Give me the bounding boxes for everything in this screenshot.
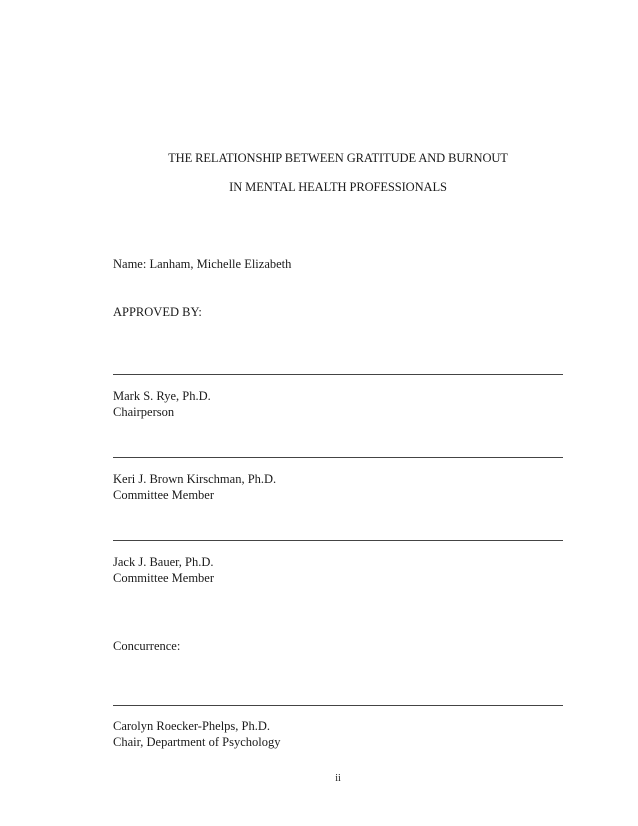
signatory-name: Carolyn Roecker-Phelps, Ph.D. [113,719,271,733]
signature-line [113,457,563,458]
signature-block [113,471,276,503]
approved-by-heading: APPROVED BY: [113,305,202,319]
concurrence-heading: Concurrence: [113,639,181,653]
page-number: ii [335,773,341,784]
signatory-role: Chairperson [113,405,175,419]
signature-block [113,554,214,586]
signature-block [113,718,281,750]
signatory-name: Mark S. Rye, Ph.D. [113,389,211,403]
signature-line [113,540,563,541]
signatory-role: Committee Member [113,571,215,585]
signatory-name: Keri J. Brown Kirschman, Ph.D. [113,472,277,486]
signatory-role: Committee Member [113,488,215,502]
thesis-title-line-1: THE RELATIONSHIP BETWEEN GRATITUDE AND BURNOUT [168,151,508,165]
signature-line [113,705,563,706]
signatory-role: Chair, Department of Psychology [113,735,281,749]
signature-line [113,374,563,375]
author-name-line: Name: Lanham, Michelle Elizabeth [113,257,292,271]
signatory-name: Jack J. Bauer, Ph.D. [113,555,214,569]
signature-block [113,388,211,420]
thesis-title-line-2: IN MENTAL HEALTH PROFESSIONALS [229,180,447,194]
